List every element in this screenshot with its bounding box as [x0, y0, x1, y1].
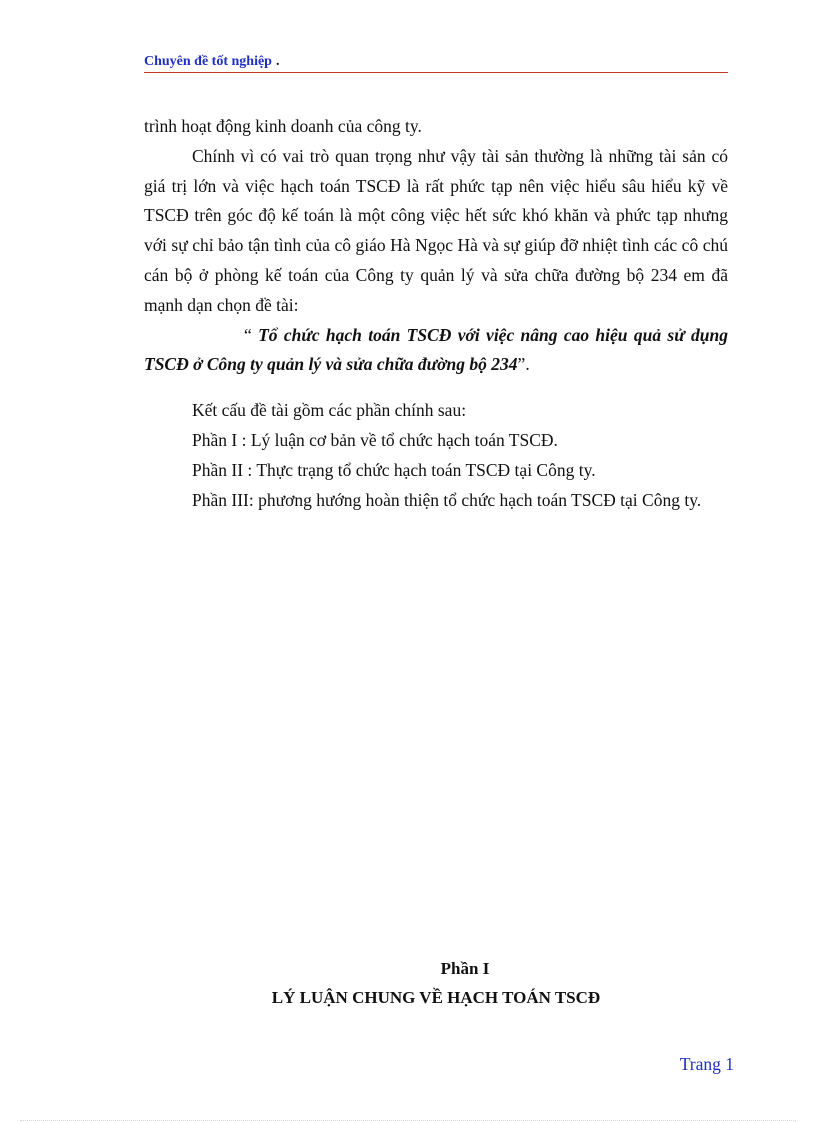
- page-bottom-divider: [20, 1120, 796, 1121]
- page-header: [144, 52, 728, 73]
- paragraph-main: Chính vì có vai trò quan trọng như vậy tài sản thường là những tài sản có giá trị lớn và việc hạch toán TSCĐ là rất phức tạp nên việc hiểu sâu hiểu kỹ về TSCĐ trên góc độ kế toán là một công việc hết sức khó khăn và phức tạp nhưng với sự chỉ bảo tận tình của cô giáo Hà Ngọc Hà và sự giúp đỡ nhiệt tình các cô chú cán bộ ở phòng kế toán của Công ty quản lý và sửa chữa đường bộ 234 em đã mạnh dạn chọn đề tài:: [144, 145, 728, 315]
- thesis-title-close-quote: ”.: [517, 354, 530, 375]
- structure-part-1: Phần I : Lý luận cơ bản về tổ chức hạch toán TSCĐ.: [192, 429, 558, 450]
- header-title-suffix: .: [275, 54, 280, 69]
- thesis-title-paragraph: [144, 321, 728, 381]
- structure-intro: Kết cấu đề tài gồm các phần chính sau:: [192, 400, 467, 421]
- section-part-title: LÝ LUẬN CHUNG VỀ HẠCH TOÁN TSCĐ: [271, 988, 601, 1007]
- structure-part-2: Phần II : Thực trạng tổ chức hạch toán TSCĐ tại Công ty.: [192, 459, 596, 480]
- structure-part-3: Phần III: phương hướng hoàn thiện tổ chức hạch toán TSCĐ tại Công ty.: [192, 489, 702, 510]
- section-heading: [144, 954, 728, 1012]
- paragraph-gap: [144, 380, 728, 396]
- page-number: Trang 1: [679, 1054, 734, 1074]
- thesis-title: Tổ chức hạch toán TSCĐ với việc nâng cao hiệu quả sử dụng TSCĐ ở Công ty quản lý và sửa chữa đường bộ 234: [144, 324, 728, 375]
- paragraph-continuation: trình hoạt động kinh doanh của công ty.: [144, 116, 422, 136]
- header-title: Chuyên đề tốt nghiệp: [144, 54, 272, 69]
- section-part-label: Phần I: [440, 959, 490, 978]
- document-body: [144, 112, 728, 515]
- thesis-title-open-quote: “: [244, 324, 259, 345]
